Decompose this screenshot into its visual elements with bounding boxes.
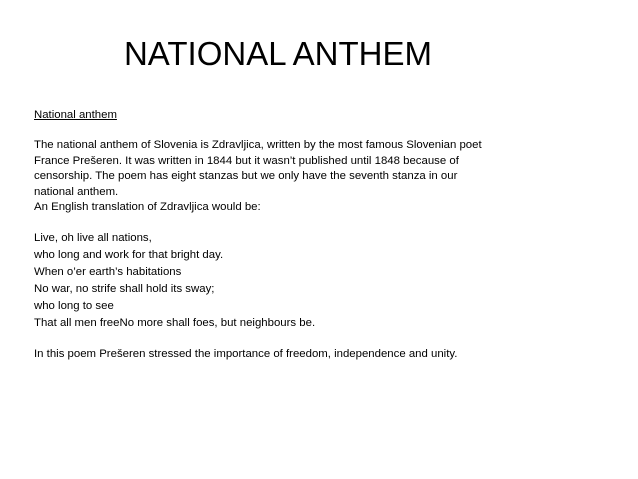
verse-line-5: who long to see	[34, 300, 114, 313]
intro-line-3: censorship. The poem has eight stanzas but we only have the seventh stanza in our	[34, 170, 458, 183]
verse-line-4: No war, no strife shall hold its sway;	[34, 283, 215, 296]
slide-title: NATIONAL ANTHEM	[123, 35, 433, 72]
slide-body	[34, 108, 594, 364]
intro-line-1: The national anthem of Slovenia is Zdravljica, written by the most famous Slovenian poet	[34, 139, 482, 151]
section-heading: National anthem	[34, 109, 117, 121]
verse-line-2: who long and work for that bright day.	[34, 249, 224, 262]
intro-line-4: national anthem.	[34, 185, 119, 198]
verse-block	[34, 231, 594, 333]
translation-intro: An English translation of Zdravljica would be:	[34, 201, 261, 214]
intro-paragraph	[34, 138, 526, 200]
verse-line-6: That all men freeNo more shall foes, but neighbours be.	[34, 317, 316, 330]
verse-line-1: Live, oh live all nations,	[34, 232, 152, 245]
intro-line-2: France Prešeren. It was written in 1844 but it wasn’t published until 1848 because of	[34, 154, 459, 167]
conclusion: In this poem Prešeren stressed the importance of freedom, independence and unity.	[34, 348, 458, 361]
verse-line-3: When o’er earth’s habitations	[34, 266, 182, 279]
